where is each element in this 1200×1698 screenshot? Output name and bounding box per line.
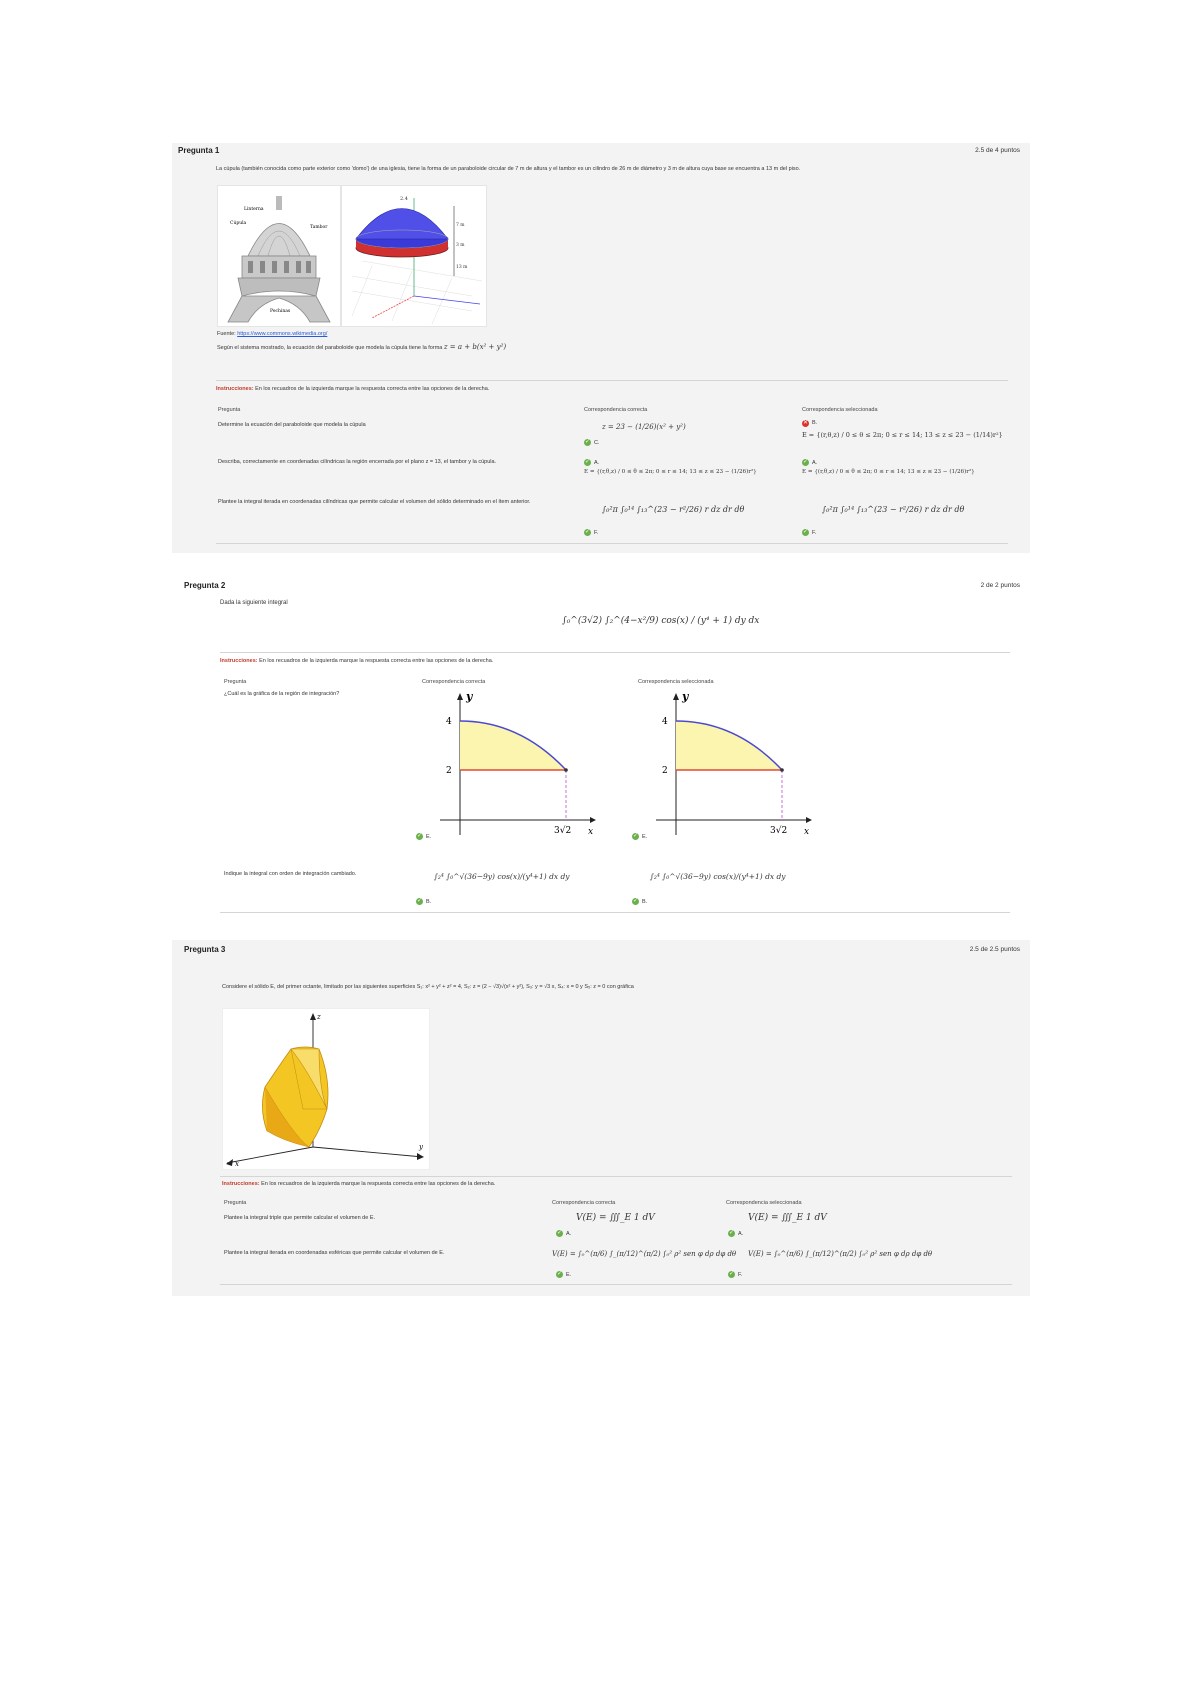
q3-bottom-rule: [220, 1284, 1012, 1285]
y-axis-label: y: [466, 690, 473, 703]
q1-row1-selected-eq: E = {(r,θ,z) / 0 ≤ θ ≤ 2π; 0 ≤ r ≤ 14; 13 ≤ z ≤ 23 − (1/14)r²}: [802, 431, 1003, 439]
q1-row2-selected-letter: A.: [812, 460, 818, 466]
check-icon: ✓: [556, 1230, 563, 1236]
question-2-integral: ∫₀^(3√2) ∫₂^(4−x²/9) cos(x) / (y⁴ + 1) dy dx: [562, 616, 760, 626]
q1-header-question: Pregunta: [218, 407, 241, 413]
x-tick-3sqrt2: 3√2: [770, 826, 788, 836]
q1-row1-correct-letter: C.: [594, 440, 600, 446]
q3-row1-correct-eq: V(E) = ∭_E 1 dV: [576, 1213, 655, 1223]
cross-icon: ✕: [802, 420, 809, 426]
paraboloid-graph-image: [341, 185, 487, 327]
q3-row1-correct-letter: A.: [566, 1231, 572, 1237]
q3-instructions-text: En los recuadros de la izquierda marque la respuesta correcta entre las opciones de la derecha.: [261, 1181, 496, 1187]
q2-row1-question: ¿Cuál es la gráfica de la región de integración?: [224, 691, 340, 697]
y-tick-2: 2: [662, 766, 668, 776]
graph-label-13m: 13 m: [456, 265, 468, 270]
check-icon: ✓: [584, 529, 591, 535]
q1-row1-selected-letter: B.: [812, 420, 818, 426]
question-3-panel: [172, 940, 1030, 1296]
q2-row1-correct-letter: E.: [426, 834, 432, 840]
question-2-title: Pregunta 2: [184, 581, 226, 590]
q3-header-selected: Correspondencia seleccionada: [726, 1200, 802, 1206]
source-line: [217, 330, 327, 338]
q2-row2-selected-eq: ∫₂⁴ ∫₀^√(36−9y) cos(x)/(y⁴+1) dx dy: [650, 872, 786, 881]
check-icon: ✓: [728, 1230, 735, 1236]
q2-row2-correct-letter: B.: [426, 899, 432, 905]
q2-bottom-rule: [220, 912, 1010, 913]
solid-image: [222, 1008, 430, 1170]
q1-header-correct: Correspondencia correcta: [584, 407, 648, 413]
q3-row1-selected-letter: A.: [738, 1231, 744, 1237]
check-icon: ✓: [728, 1271, 735, 1277]
question-1-panel: [172, 143, 1030, 553]
q2-row2-question: Indique la integral con orden de integración cambiado.: [224, 871, 357, 877]
q1-header-selected: Correspondencia seleccionada: [802, 407, 878, 413]
q3-instructions: [222, 1180, 495, 1188]
q1-row1-question: Determine la ecuación del paraboloide que modela la cúpula: [218, 422, 366, 428]
dome-label-cupula: Cúpula: [230, 221, 247, 226]
q1-row2-correct-letter: A.: [594, 460, 600, 466]
check-icon: ✓: [802, 529, 809, 535]
q1-row3-correct-eq: ∫₀²π ∫₀¹⁴ ∫₁₃^(23 − r²/26) r dz dr dθ: [602, 505, 745, 514]
x-axis-label-3d: x: [235, 1160, 239, 1168]
paraboloid-graph: [342, 186, 486, 326]
q1-bottom-rule: [216, 543, 1008, 544]
q3-instructions-label: Instrucciones:: [222, 1181, 260, 1187]
z-axis-label: z: [317, 1013, 321, 1021]
q1-row1-correct-eq: z = 23 − (1/26)(x² + y²): [602, 423, 686, 431]
graph-label-3m: 3 m: [456, 243, 465, 248]
q1-row2-selected-eq: E = {(r,θ,z) / 0 ≤ θ ≤ 2π; 0 ≤ r ≤ 14; 13 ≤ z ≤ 23 − (1/26)r²}: [802, 469, 975, 475]
q1-row3-selected-letter: F.: [812, 530, 817, 536]
dome-label-tambor: Tambor: [310, 225, 328, 230]
check-icon: ✓: [632, 898, 639, 904]
graph-label-top: 2.4: [400, 196, 408, 202]
region-graph-correct: [430, 690, 600, 840]
model-equation: z = a + b(x² + y²): [443, 343, 507, 351]
x-tick-3sqrt2: 3√2: [554, 826, 572, 836]
q3-row2-question: Plantee la integral iterada en coordenadas esféricas que permite calcular el volumen de E.: [224, 1250, 445, 1256]
check-icon: ✓: [632, 833, 639, 839]
dome-image: [217, 185, 341, 327]
q1-row3-question: Plantee la integral iterada en coordenadas cilíndricas que permite calcular el volumen del sólido determinado en el ítem anterior.: [218, 499, 531, 505]
question-2-panel: [172, 578, 1030, 918]
y-tick-4: 4: [446, 717, 452, 727]
q1-row3-selected-eq: ∫₀²π ∫₀¹⁴ ∫₁₃^(23 − r²/26) r dz dr dθ: [822, 505, 965, 514]
y-axis-label: y: [682, 690, 689, 703]
x-axis-label: x: [588, 827, 594, 837]
check-icon: ✓: [416, 833, 423, 839]
q2-header-selected: Correspondencia seleccionada: [638, 679, 714, 685]
check-icon: ✓: [584, 459, 591, 465]
question-2-points: 2 de 2 puntos: [980, 582, 1020, 589]
check-icon: ✓: [556, 1271, 563, 1277]
graph-label-7m: 7 m: [456, 223, 465, 228]
source-link[interactable]: https://www.commons.wikimedia.org/: [237, 331, 328, 337]
model-text: [217, 343, 506, 352]
q2-row2-correct-eq: ∫₂⁴ ∫₀^√(36−9y) cos(x)/(y⁴+1) dx dy: [434, 872, 570, 881]
q1-row2-question: Describa, correctamente en coordenadas cilíndricas la región encerrada por el plano z = 13, el tambor y la cúpula.: [218, 459, 497, 465]
question-1-title: Pregunta 1: [178, 146, 220, 155]
dome-label-linterna: Linterna: [244, 207, 264, 212]
q3-row2-selected-eq: V(E) = ∫₀^(π/6) ∫_(π/12)^(π/2) ∫₀² ρ² sen φ dρ dφ dθ: [748, 1250, 933, 1258]
y-axis-label-3d: y: [419, 1143, 423, 1151]
y-tick-4: 4: [662, 717, 668, 727]
check-icon: ✓: [584, 439, 591, 445]
q1-instructions: [216, 385, 489, 393]
q3-header-question: Pregunta: [224, 1200, 247, 1206]
q1-divider: [216, 380, 1008, 381]
question-3-points: 2.5 de 2.5 puntos: [969, 946, 1020, 953]
q3-row2-selected-letter: F.: [738, 1272, 743, 1278]
q3-header-correct: Correspondencia correcta: [552, 1200, 616, 1206]
dome-label-pechinas: Pechinas: [270, 309, 291, 314]
q2-instructions-text: En los recuadros de la izquierda marque la respuesta correcta entre las opciones de la derecha.: [259, 658, 494, 664]
question-3-title: Pregunta 3: [184, 945, 226, 954]
q3-row1-question: Plantee la integral triple que permite calcular el volumen de E.: [224, 1215, 376, 1221]
y-tick-2: 2: [446, 766, 452, 776]
region-graph-selected: [646, 690, 816, 840]
question-3-statement: Considere el sólido E, del primer octante, limitado por las siguientes superficies S₁: x² + y² + z² = 4, S₂: z = (2 − √3)√(x² + y²), S₃: y = √3 x, S₄: x = 0 y S₅: z = 0 con gráfica: [222, 984, 634, 990]
source-label: Fuente:: [217, 331, 236, 337]
check-icon: ✓: [416, 898, 423, 904]
question-1-statement: La cúpula (también conocida como parte exterior como 'domo') de una iglesia, tiene la forma de un paraboloide circular de 7 m de altura y el tambor es un cilindro de 26 m de diámetro y 3 m de altura cuya base se encuentra a 13 m del piso.: [216, 166, 801, 172]
q1-row3-correct-letter: F.: [594, 530, 599, 536]
q1-row2-correct-eq: E = {(r,θ,z) / 0 ≤ θ ≤ 2π; 0 ≤ r ≤ 14; 13 ≤ z ≤ 23 − (1/26)r²}: [584, 469, 757, 475]
q1-instructions-label: Instrucciones:: [216, 386, 254, 392]
q3-divider: [220, 1176, 1012, 1177]
q2-header-correct: Correspondencia correcta: [422, 679, 486, 685]
solid-graph: [223, 1009, 429, 1169]
q2-instructions-label: Instrucciones:: [220, 658, 258, 664]
q1-instructions-text: En los recuadros de la izquierda marque la respuesta correcta entre las opciones de la derecha.: [255, 386, 490, 392]
q3-row2-correct-eq: V(E) = ∫₀^(π/6) ∫_(π/12)^(π/2) ∫₀² ρ² sen φ dρ dφ dθ: [552, 1250, 737, 1258]
question-1-points: 2.5 de 4 puntos: [975, 147, 1020, 154]
q2-instructions: [220, 657, 493, 665]
model-description: Según el sistema mostrado, la ecuación del paraboloide que modela la cúpula tiene la forma: [217, 345, 443, 351]
q2-row1-selected-letter: E.: [642, 834, 648, 840]
q2-header-question: Pregunta: [224, 679, 247, 685]
check-icon: ✓: [802, 459, 809, 465]
dome-illustration: [218, 186, 340, 326]
q2-row2-selected-letter: B.: [642, 899, 648, 905]
question-2-statement: Dada la siguiente integral: [220, 600, 288, 606]
q3-row2-correct-letter: E.: [566, 1272, 572, 1278]
q2-divider: [220, 652, 1010, 653]
q3-row1-selected-eq: V(E) = ∭_E 1 dV: [748, 1213, 827, 1223]
x-axis-label: x: [804, 827, 810, 837]
